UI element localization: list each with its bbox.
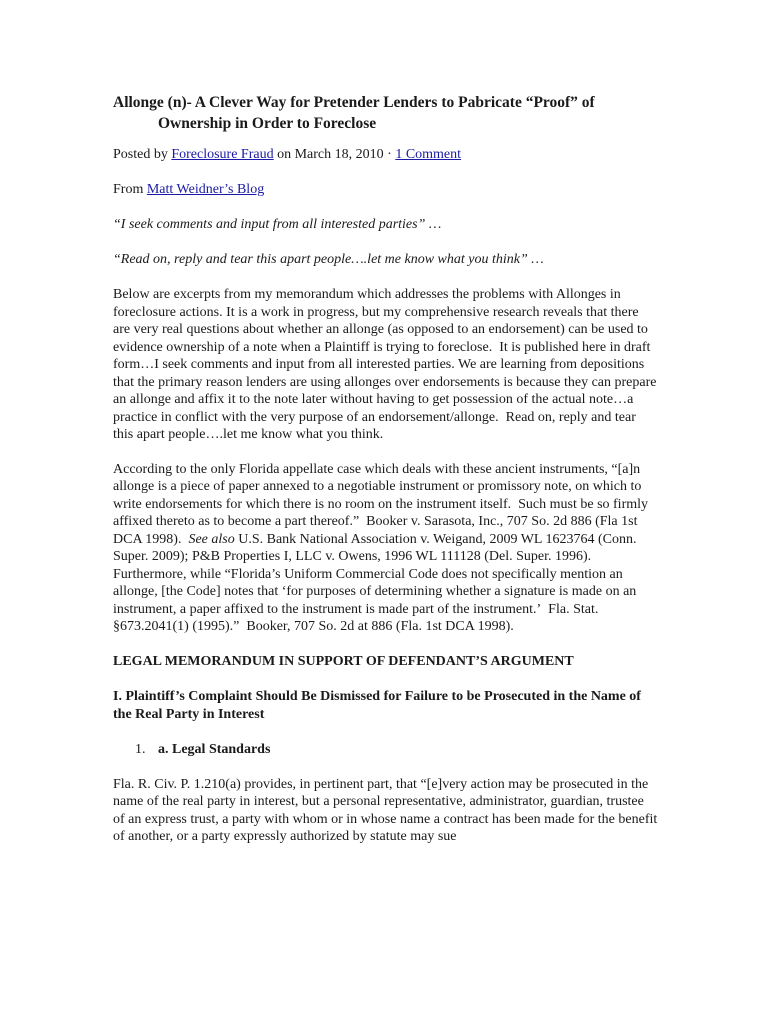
- comments-link[interactable]: 1 Comment: [395, 147, 462, 162]
- byline: [113, 146, 658, 164]
- source-link[interactable]: Matt Weidner’s Blog: [146, 182, 265, 197]
- pull-quote-1: “I seek comments and input from all interested parties” …: [113, 217, 442, 232]
- byline-prefix: Posted by: [113, 147, 172, 162]
- intro-paragraph: Below are excerpts from my memorandum which addresses the problems with Allonges in foreclosure actions. It is a work in progress, but my comprehensive research reveals that there are very real questions about whether an allonge (as opposed to an endorsement) can be used to evidence ownership of a note when a Plaintiff is trying to foreclose. It is published here in draft form…I seek comments and input from all interested parties. We are learning from depositions that the primary reason lenders are using allonges over endorsements is because they can prepare an allonge and affix it to the note later without having to get possession of the actual note…a practice in conflict with the very purpose of an endorsement/allonge. Read on, reply and tear this apart people….let me know what you think.: [113, 287, 657, 442]
- list-number: 1.: [135, 741, 146, 757]
- rule-paragraph: Fla. R. Civ. P. 1.210(a) provides, in pertinent part, that “[e]very action may be prosecuted in the name of the real party in interest, but a personal representative, administrator, guardian, trustee of an express trust, a party with whom or in whose name a contract has been made for the benefit of another, or a party expressly authorized by statute may sue: [113, 776, 658, 844]
- case-law-text-1: According to the only Florida appellate case which deals with these ancient instruments, “[a]n allonge is a piece of paper annexed to a negotiable instrument or promissory note, on which to write endorsements for which there is no room on the instrument itself. Such must be so firmly affixed thereto as to become a part thereof.” Booker v. Sarasota, Inc., 707 So. 2d 886 (Fla 1st DCA 1998).: [113, 461, 649, 547]
- list-item: [113, 741, 658, 759]
- section-heading: I. Plaintiff’s Complaint Should Be Dismissed for Failure to be Prosecuted in the Name of the Real Party in Interest: [113, 688, 641, 722]
- article-title: Allonge (n)- A Clever Way for Pretender Lenders to Pabricate “Proof” of Ownership in Order to Foreclose: [113, 94, 595, 132]
- byline-date: on March 18, 2010 ·: [273, 147, 396, 162]
- document-page: [113, 92, 658, 863]
- list-label: a. Legal Standards: [158, 741, 271, 757]
- case-law-text-2: U.S. Bank National Association v. Weigand, 2009 WL 1623764 (Conn. Super. 2009); P&B Properties I, LLC v. Owens, 1996 WL 111128 (Del. Super. 1996). Furthermore, while “Florida’s Uniform Commercial Code does not specifically mention an allonge, [the Code] notes that ‘for purposes of determining whether a signature is made on an instrument, a paper affixed to the instrument is made part of the instrument.’ Fla. Stat. §673.2041(1) (1995).” Booker, 707 So. 2d at 886 (Fla. 1st DCA 1998).: [113, 531, 637, 634]
- memorandum-heading: LEGAL MEMORANDUM IN SUPPORT OF DEFENDANT’S ARGUMENT: [113, 653, 574, 669]
- case-law-paragraph: [113, 461, 658, 636]
- author-link[interactable]: Foreclosure Fraud: [171, 147, 274, 162]
- see-also-signal: See also: [188, 531, 235, 547]
- pull-quote-2: “Read on, reply and tear this apart people….let me know what you think” …: [113, 252, 544, 267]
- source-line: [113, 181, 658, 199]
- source-prefix: From: [113, 182, 147, 197]
